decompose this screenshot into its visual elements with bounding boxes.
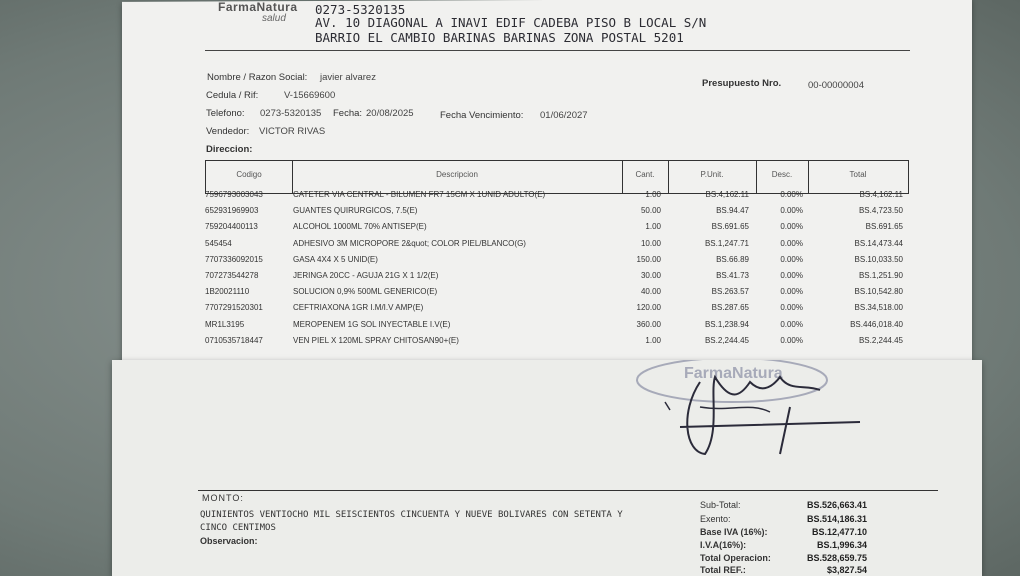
cell-code: MR1L3195 xyxy=(205,319,245,329)
cell-disc: 0.00% xyxy=(780,303,803,313)
cell-desc: JERINGA 20CC - AGUJA 21G X 1 1/2(E) xyxy=(293,271,439,280)
cell-code: 7596793003043 xyxy=(205,190,263,199)
cell-desc: MEROPENEM 1G SOL INYECTABLE I.V(E) xyxy=(293,319,451,329)
vendedor-label: Vendedor: xyxy=(206,126,250,137)
cell-unit: BS.94.47 xyxy=(716,206,749,216)
cell-disc: 0.00% xyxy=(780,222,803,232)
cell-total: BS.4,723.50 xyxy=(858,206,903,216)
cell-qty: 150.00 xyxy=(636,254,661,264)
cell-qty: 1.00 xyxy=(645,335,661,345)
direccion-label: Direccion: xyxy=(206,144,253,155)
cell-unit: BS.287.65 xyxy=(711,303,749,313)
cell-disc: 0.00% xyxy=(780,271,803,280)
cell-total: BS.4,162.11 xyxy=(859,190,903,199)
stamp-text: FarmaNatura xyxy=(684,365,783,382)
cell-qty: 1.00 xyxy=(645,222,661,232)
fecha-label: Fecha: xyxy=(333,108,363,119)
telefono-label: Telefono: xyxy=(206,108,245,119)
observacion-label: Observacion: xyxy=(200,536,258,546)
cell-code: 1B20021110 xyxy=(205,287,250,297)
total-operacion-label: Total Operacion: xyxy=(700,553,771,563)
cell-total: BS.34,518.00 xyxy=(854,303,903,313)
totals-divider xyxy=(198,490,938,491)
subtotal-value: BS.526,663.41 xyxy=(806,500,867,510)
client-name: javier alvarez xyxy=(320,72,376,83)
fecha-value: 20/08/2025 xyxy=(366,108,414,119)
cell-unit: BS.263.57 xyxy=(711,287,749,297)
signature xyxy=(640,362,870,462)
total-ref-label: Total REF.: xyxy=(700,565,746,575)
cell-desc: CEFTRIAXONA 1GR I.M/I.V AMP(E) xyxy=(293,303,424,313)
vendedor-value: VICTOR RIVAS xyxy=(259,126,326,137)
base-iva-value: BS.12,477.10 xyxy=(811,527,867,537)
cell-qty: 10.00 xyxy=(640,238,661,248)
base-iva-label: Base IVA (16%): xyxy=(700,527,768,537)
cell-total: BS.10,542.80 xyxy=(854,287,903,297)
cell-qty: 120.00 xyxy=(636,303,661,313)
company-logo: FarmaNatura xyxy=(218,0,298,14)
cell-unit: BS.41.73 xyxy=(716,271,749,280)
cell-qty: 40.00 xyxy=(640,287,661,297)
cell-disc: 0.00% xyxy=(780,335,803,345)
cell-code: 652931969903 xyxy=(205,206,259,216)
col-total: Total xyxy=(849,170,867,179)
cell-desc: GUANTES QUIRURGICOS, 7.5(E) xyxy=(293,206,418,216)
vencimiento-value: 01/06/2027 xyxy=(540,110,588,121)
table-row xyxy=(205,320,905,336)
col-cant: Cant. xyxy=(622,161,669,193)
cedula-value: V-15669600 xyxy=(284,90,336,101)
total-operacion-value: BS.528,659.75 xyxy=(806,553,867,563)
iva-label: I.V.A(16%): xyxy=(700,540,747,550)
cell-qty: 360.00 xyxy=(636,319,661,329)
table-row xyxy=(205,336,905,352)
header-divider xyxy=(205,50,910,51)
vencimiento-label: Fecha Vencimiento: xyxy=(440,110,524,121)
monto-text: QUINIENTOS VENTIOCHO MIL SEISCIENTOS CINCUENTA Y NUEVE BOLIVARES CON SETENTA Y CINCO CENTIMOS xyxy=(200,510,623,533)
cell-total: BS.691.65 xyxy=(865,222,903,232)
cell-code: 707273544278 xyxy=(205,271,259,280)
cell-unit: BS.66.89 xyxy=(716,254,749,264)
col-punit: P.Unit. xyxy=(668,161,757,193)
cell-qty: 30.00 xyxy=(640,271,661,280)
cell-desc: SOLUCION 0,9% 500ML GENERICO(E) xyxy=(293,287,438,297)
subtotal-label: Sub-Total: xyxy=(700,500,741,510)
table-row xyxy=(205,287,905,303)
cell-unit: BS.691.65 xyxy=(711,222,749,232)
cell-unit: BS.2,244.45 xyxy=(704,335,749,345)
cell-total: BS.2,244.45 xyxy=(858,335,903,345)
table-row xyxy=(205,206,905,222)
exento-value: BS.514,186.31 xyxy=(806,514,867,524)
cell-disc: 0.00% xyxy=(780,254,803,264)
company-address-line2: BARRIO EL CAMBIO BARINAS BARINAS ZONA POSTAL 5201 xyxy=(315,30,684,45)
total-ref-value: $3,827.54 xyxy=(826,565,867,575)
cell-unit: BS.4,162.11 xyxy=(705,190,749,199)
company-logo-sub: salud xyxy=(262,13,286,24)
table-row xyxy=(205,222,905,238)
exento-label: Exento: xyxy=(700,514,731,524)
table-row xyxy=(205,255,905,271)
cell-unit: BS.1,247.71 xyxy=(704,238,749,248)
cell-code: 545454 xyxy=(205,238,232,248)
cell-total: BS.10,033.50 xyxy=(854,254,903,264)
cell-disc: 0.00% xyxy=(780,206,803,216)
table-row xyxy=(205,239,905,255)
cell-disc: 0.00% xyxy=(780,190,803,199)
company-address-line1: AV. 10 DIAGONAL A INAVI EDIF CADEBA PISO B LOCAL S/N xyxy=(315,15,707,30)
table-row xyxy=(205,271,905,287)
presupuesto-label: Presupuesto Nro. xyxy=(702,78,782,89)
cedula-label: Cedula / Rif: xyxy=(206,90,259,101)
iva-value: BS.1,996.34 xyxy=(816,540,867,550)
table-row xyxy=(205,190,905,206)
col-descripcion: Descripcion xyxy=(292,161,623,193)
company-phone: 0273-5320135 xyxy=(315,2,406,17)
items-table-header xyxy=(205,160,909,194)
cell-disc: 0.00% xyxy=(780,287,803,297)
cell-code: 0710535718447 xyxy=(205,335,263,345)
cell-total: BS.1,251.90 xyxy=(858,271,903,280)
col-codigo: Codigo xyxy=(206,161,293,193)
cell-desc: VEN PIEL X 120ML SPRAY CHITOSAN90+(E) xyxy=(293,335,459,345)
monto-label: MONTO: xyxy=(202,493,244,503)
cell-code: 7707291520301 xyxy=(205,303,263,313)
cell-desc: ADHESIVO 3M MICROPORE 2&quot; COLOR PIEL/BLANCO(G) xyxy=(293,238,526,248)
cell-disc: 0.00% xyxy=(780,319,803,329)
cell-total: BS.446,018.40 xyxy=(850,319,903,329)
cell-code: 7707336092015 xyxy=(205,254,263,264)
cell-desc: GASA 4X4 X 5 UNID(E) xyxy=(293,254,378,264)
table-row xyxy=(205,303,905,319)
cell-code: 759204400113 xyxy=(205,222,258,232)
telefono-value: 0273-5320135 xyxy=(260,108,322,119)
col-desc: Desc. xyxy=(756,161,809,193)
client-name-label: Nombre / Razon Social: xyxy=(207,72,308,83)
cell-qty: 1.00 xyxy=(645,190,661,199)
cell-disc: 0.00% xyxy=(780,238,803,248)
presupuesto-number: 00-00000004 xyxy=(808,80,864,91)
cell-total: BS.14,473.44 xyxy=(854,238,903,248)
cell-desc: CATETER VIA CENTRAL - BILUMEN FR7 15CM X 1UNID ADULTO(E) xyxy=(293,190,546,199)
cell-qty: 50.00 xyxy=(640,206,661,216)
cell-unit: BS.1,238.94 xyxy=(704,319,749,329)
cell-desc: ALCOHOL 1000ML 70% ANTISEP(E) xyxy=(293,222,427,232)
